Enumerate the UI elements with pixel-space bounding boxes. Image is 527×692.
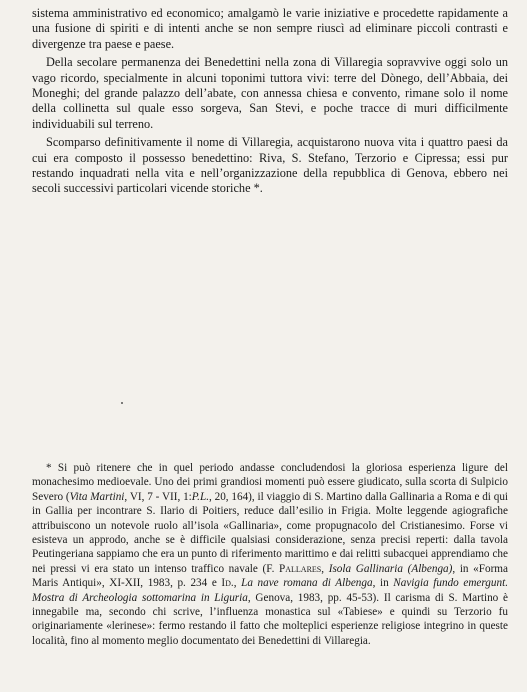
footnote-text: , in «Forma Maris Antiqui», XI-XII, 1983, p. 234 e	[32, 562, 508, 590]
footnote-author: Pallares	[279, 562, 322, 575]
footnote-text: , Genova, 1983, pp. 45-53). Il carisma di S. Martino è innegabile ma, secondo chi scrive, l’influenza monastica sul «Tabiese» e quindi su Terzorio fu originariamente «lerinese»: fermo restando il fatto che molteplici esperienze religiose integrino in queste località, fino al momento meglio documentato dei Benedettini di Villaregia.	[32, 591, 508, 647]
footnote-citation-title: Vita Martini	[69, 490, 125, 503]
footnote-paragraph	[32, 461, 508, 648]
footnote-citation-title: La nave romana di Albenga	[241, 577, 373, 590]
footnote	[32, 461, 508, 648]
paragraph-3: Scomparso definitivamente il nome di Villaregia, acquistarono nuova vita i quattro paesi da cui era composto il possesso benedettino: Riva, S. Stefano, Terzorio e Cipressa; essi pur restando inquadrati nella vita e nell’organizzazione della repubblica di Genova, ebbero nei secoli successivi particolari vicende storiche *.	[32, 135, 508, 196]
footnote-text: ,	[321, 562, 329, 575]
footnote-citation-title: Isola Gallinaria (Albenga)	[328, 562, 453, 575]
footnote-text: , in	[372, 577, 394, 590]
paragraph-1: sistema amministrativo ed economico; amalgamò le varie iniziative e procedette rapidamente a una fusione di spiriti e di intenti anche se non sempre riuscì ad eliminare piccoli contrasti e divergenze tra paese e paese.	[32, 6, 508, 51]
paragraph-2: Della secolare permanenza dei Benedettini nella zona di Villaregia sopravvive oggi solo un vago ricordo, specialmente in alcuni toponimi tuttora vivi: terre del Dònego, dell’Abbaia, dei Moneghi; del grande palazzo dell’abate, con annessa chiesa e convento, rimane solo il nome della collinetta sul quale esso sorgeva, San Stevi, e poche tracce di muri difficilmente individuabili sul terreno.	[32, 55, 508, 131]
footnote-text: * Si può ritenere che in quel periodo andasse concludendosi la gloriosa esperienza ligure del monachesimo medioevale. Uno dei primi grandiosi momenti può essere giudicato, sulla scorta di Sulpicio Severo (	[32, 462, 508, 503]
footnote-citation-title: Navigia fundo emergunt. Mostra di Archeologia sottomarina in Liguria	[32, 577, 508, 604]
footnote-text: , VI, 7 - VII, 1:	[124, 490, 192, 503]
footnote-author: Id.	[221, 577, 234, 590]
bleed-through-text	[60, 176, 512, 443]
footnote-citation-title: P.L.	[191, 490, 210, 503]
main-text	[32, 6, 508, 197]
footnote-text: ,	[233, 577, 242, 590]
footnote-text: , 20, 164), il viaggio di S. Martino dalla Gallinaria a Roma e di qui in Gallia per incontrare S. Ilario di Poitiers, reduce dall’esilio in Frigia. Molte leggende agiografiche attribuiscono un notevole ruolo all’isola «Gallinaria», come propugnacolo del Cristianesimo. Forse vi esisteva un approdo, anche se è difficile qualsiasi considerazione, senza precisi reperti: dalla tavola Peutingeriana sappiamo che era un punto di riferimento marittimo e dai relitti subacquei apprendiamo che nei pressi vi era stato un intenso traffico navale (F.	[32, 490, 509, 575]
print-speck	[121, 402, 123, 404]
